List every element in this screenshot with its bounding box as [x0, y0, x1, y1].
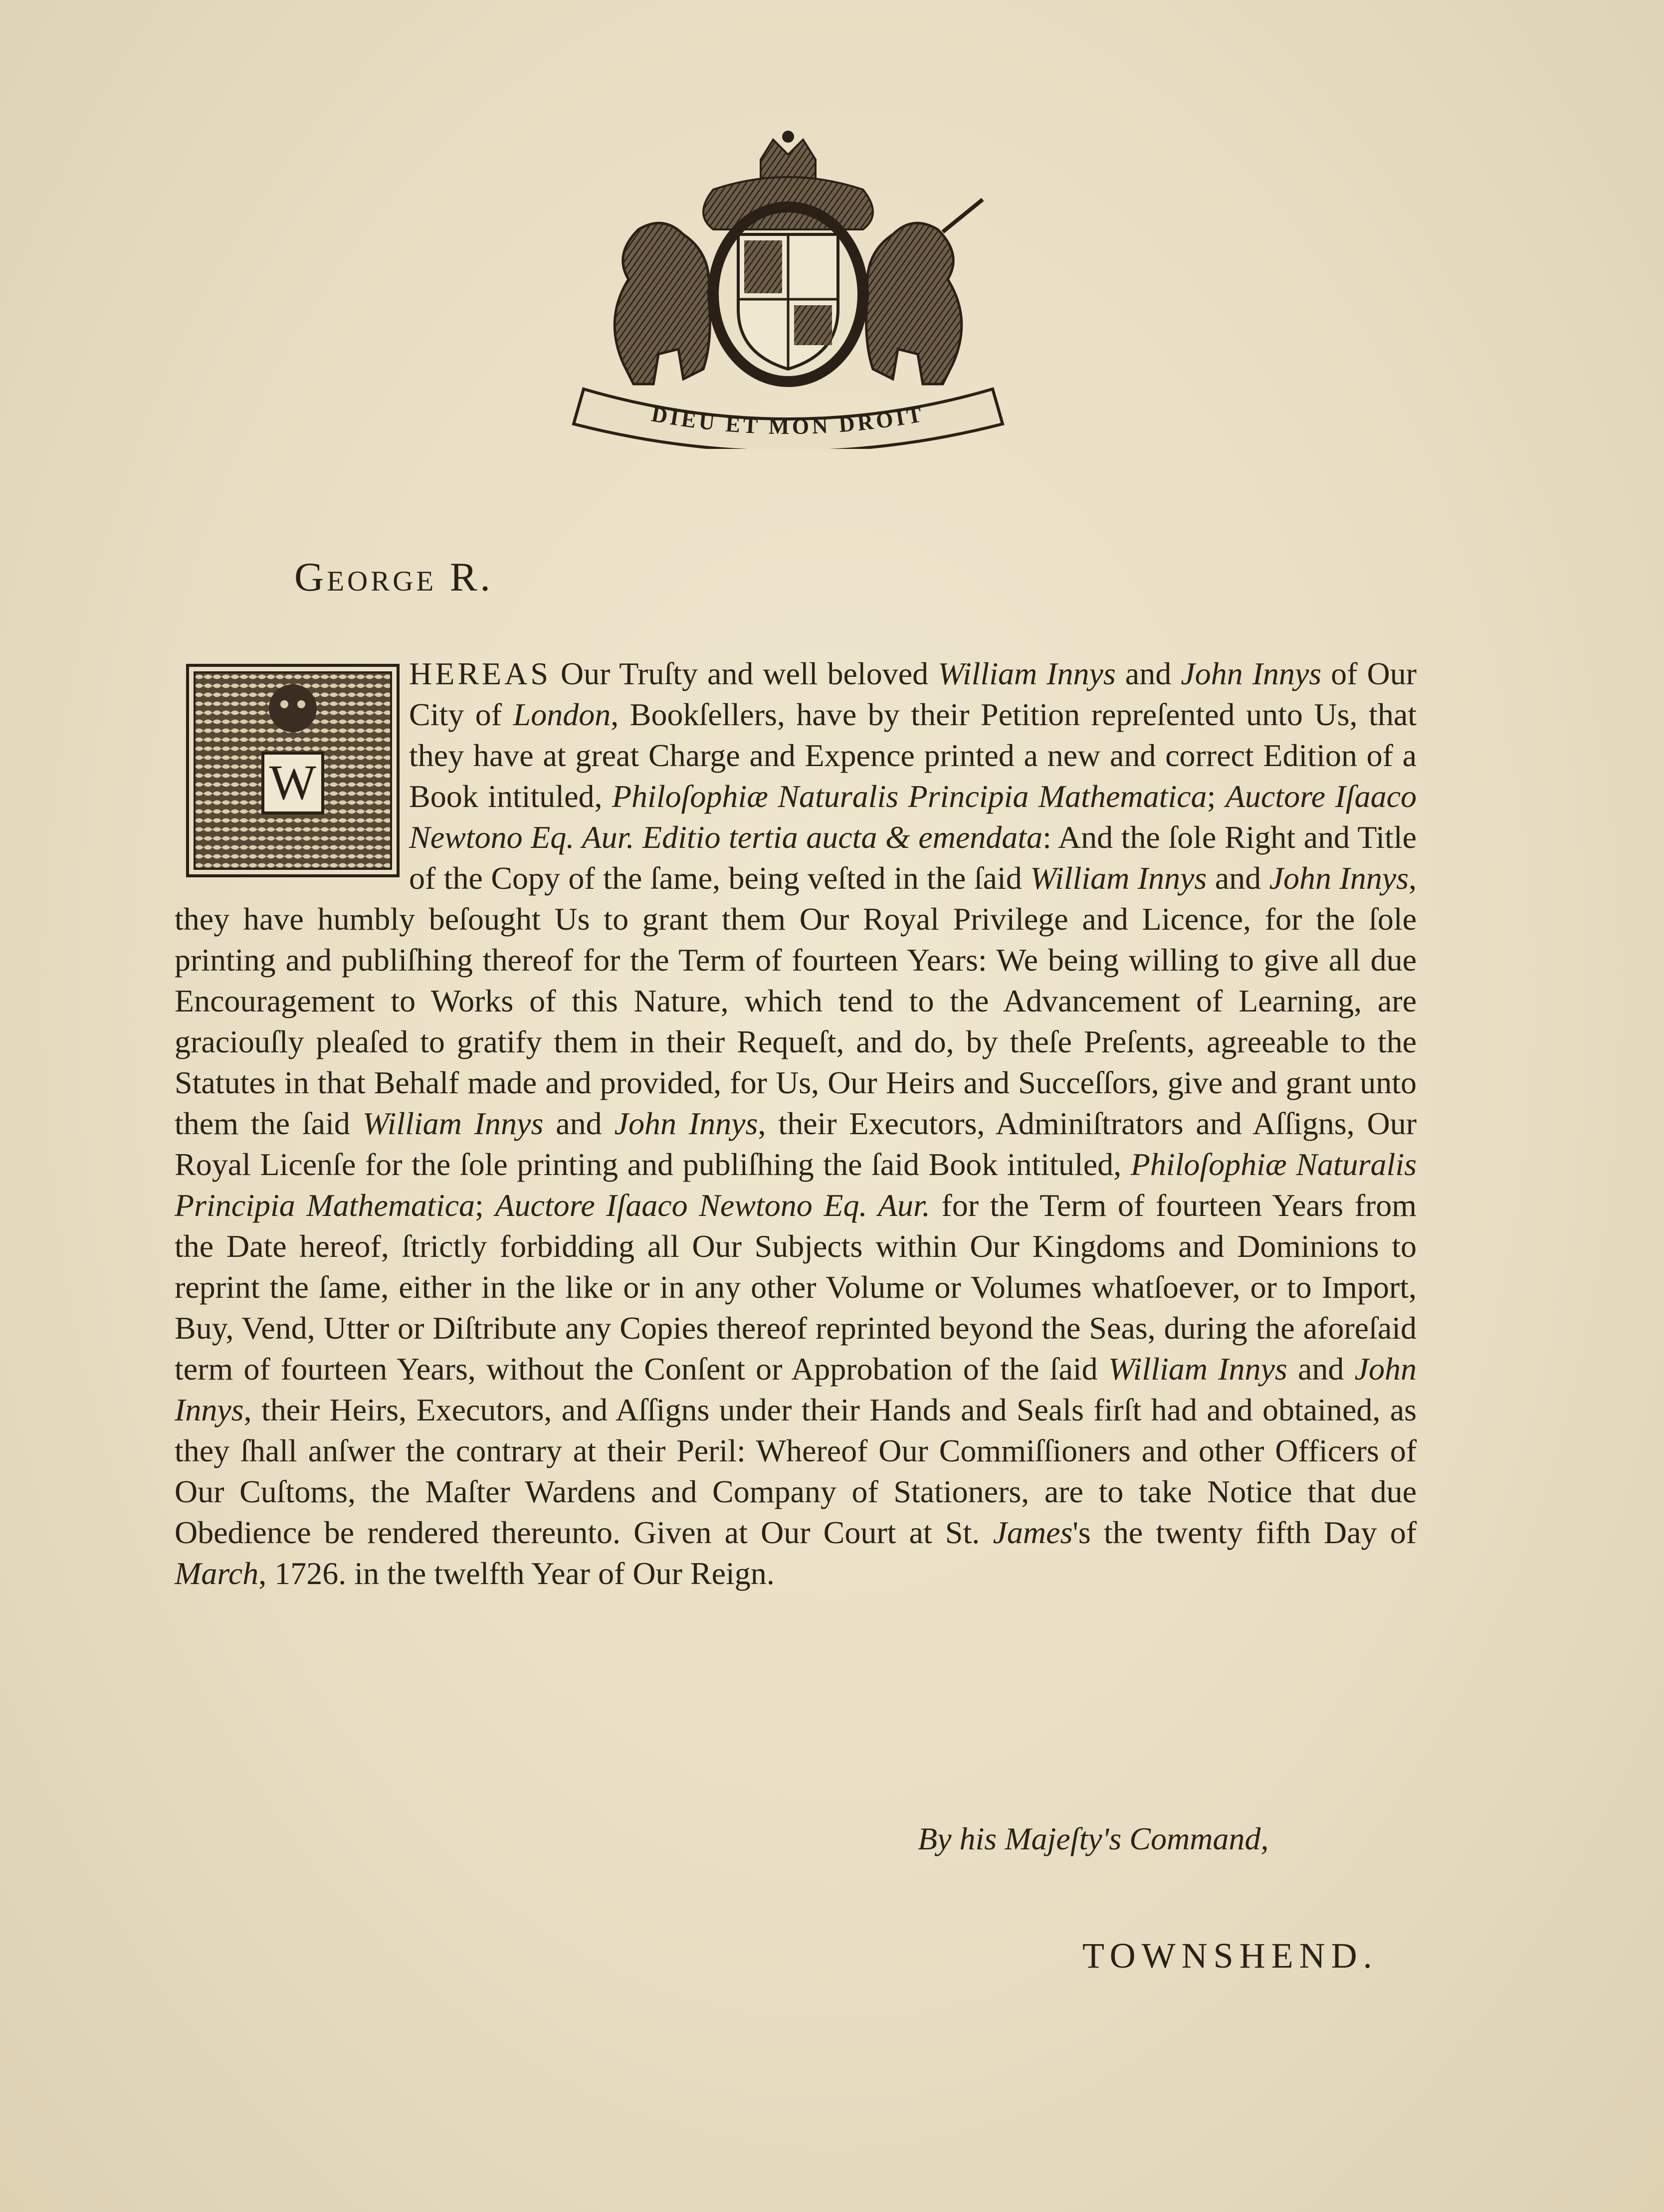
command-line: By his Majeſty's Command, — [918, 1821, 1269, 1856]
italic-phrase: William Innys — [1030, 860, 1207, 896]
initial-letter: W — [269, 755, 317, 810]
text-segment: for the Term of fourteen Years from the Date hereof, ſtrictly forbidding all Our Subjects within Our Kingdoms and Dominions to reprint the ſame, either in the like or in any other Volume or Volumes whatſoever, or to Import, Buy, Vend, Utter or Diſtribute any Copies thereof reprinted beyond the Seas, during the aforeſaid term of fourteen Years, without the Conſent or Approbation of the ſaid — [175, 1188, 1417, 1387]
text-segment: ; — [1207, 779, 1226, 814]
italic-phrase: Philoſophiæ Naturalis Principia Mathematica — [612, 779, 1207, 814]
italic-phrase: Auctore Iſaaco Newtono Eq. Aur. — [495, 1188, 930, 1223]
text-segment: Our Truſty and well beloved — [551, 656, 938, 691]
italic-phrase: James — [993, 1515, 1073, 1550]
italic-phrase: William Innys — [938, 656, 1116, 691]
text-segment: , they have humbly beſought Us to grant them Our Royal Privilege and Licence, for the ſole printing and publiſhing thereof for the Term of fourteen Years: We being willing to give all due Encouragement to Works of this Nature, which tend to the Advancement of Learning, are graciouſly pleaſed to gratify them in their Requeſt, and do, by theſe Preſents, agreeable to the Statutes in that Behalf made and provided, for Us, Our Heirs and Succeſſors, give and grant unto them the ſaid — [175, 860, 1417, 1141]
text-segment: , their Executors, Adminiſtrators and Aſſigns, Our Royal Licenſe for the ſole printing and publiſhing the ſaid Book intituled, — [175, 1106, 1417, 1182]
salutation: George R. — [294, 554, 493, 600]
italic-phrase: March — [175, 1556, 259, 1591]
coat-of-arms-icon — [564, 130, 1013, 449]
italic-phrase: William Innys — [362, 1106, 544, 1141]
text-segment: and — [543, 1106, 615, 1141]
text-segment: , Bookſellers, have by their Petition repreſented unto Us, that they have at great Charge and Expence printed a new and correct Edition of a Book intituled, — [409, 697, 1417, 814]
italic-phrase: John Innys — [614, 1106, 758, 1141]
royal-coat-of-arms — [564, 130, 1013, 449]
text-segment: : And the ſole Right and Title of the Copy of the ſame, being veſted in the ſaid — [409, 819, 1417, 896]
text-segment: and — [1287, 1351, 1355, 1387]
lead-word: HEREAS — [409, 656, 551, 691]
text-segment: ; — [475, 1188, 495, 1223]
signature: TOWNSHEND. — [1082, 1936, 1378, 1976]
italic-phrase: John Innys — [1181, 656, 1322, 691]
text-segment: , 1726. in the twelfth Year of Our Reign. — [258, 1556, 775, 1591]
italic-phrase: William Innys — [1108, 1351, 1287, 1387]
text-segment: of Our City of — [409, 656, 1417, 732]
proclamation-text — [175, 653, 1417, 1594]
text-segment: 's the twenty fifth Day of — [1072, 1515, 1417, 1550]
italic-phrase: Philoſophiæ Naturalis Principia Mathematica — [175, 1147, 1417, 1223]
text-segment: , their Heirs, Executors, and Aſſigns under their Hands and Seals firſt had and obtained, as they ſhall anſwer the contrary at their Peril: Whereof Our Commiſſioners and other Officers of Our Cuſtoms, the Maſter Wardens and Company of Stationers, are to take Notice that due Obedience be rendered thereunto. Given at Our Court at St. — [175, 1392, 1417, 1550]
text-segment: and — [1115, 656, 1181, 691]
crest-motto: DIEU ET MON DROIT — [649, 402, 927, 439]
italic-phrase: John Innys — [175, 1351, 1417, 1427]
italic-phrase: John Innys — [1269, 860, 1409, 896]
italic-phrase: Auctore Iſaaco Newtono Eq. Aur. Editio tertia aucta & emendata — [409, 779, 1417, 855]
text-segment: and — [1207, 860, 1269, 896]
italic-phrase: London — [513, 697, 611, 732]
